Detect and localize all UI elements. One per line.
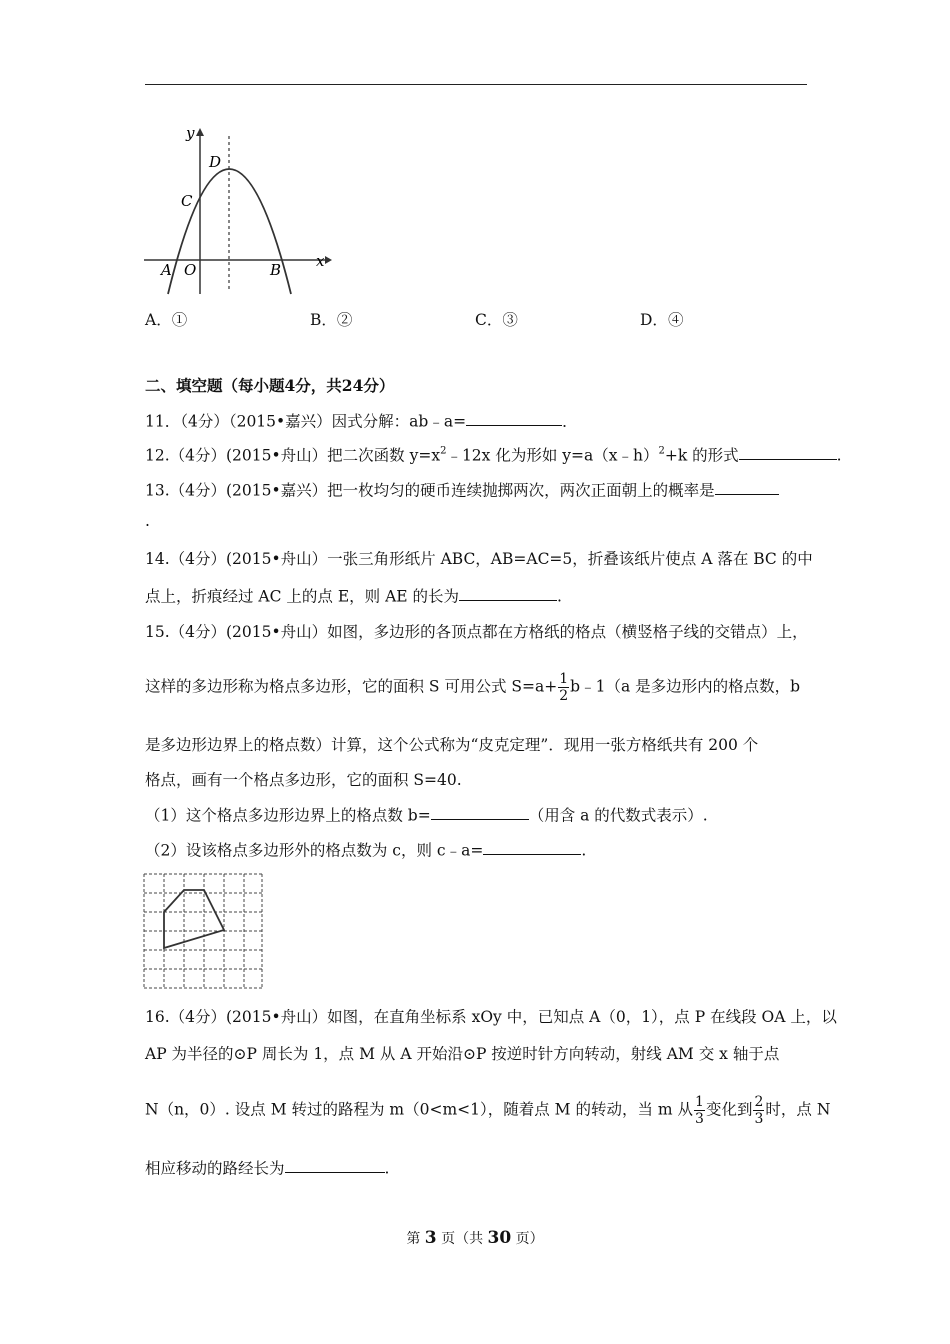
q16-end: . — [384, 1159, 390, 1178]
fraction-denominator: 3 — [695, 1111, 704, 1127]
fraction-one-third — [694, 1095, 705, 1126]
choice-value: ④ — [667, 311, 684, 329]
question-12 — [145, 443, 842, 465]
q15-sub1-text: （1）这个格点多边形边界上的格点数 b= — [145, 806, 431, 825]
choice-value: ② — [336, 311, 353, 329]
label-x: x — [316, 252, 325, 270]
choice-letter: A． — [145, 311, 172, 329]
q14-text: 点上，折痕经过 AC 上的点 E，则 AE 的长为 — [145, 587, 460, 606]
q16-text: 时，点 N — [765, 1100, 831, 1119]
choice-d — [640, 308, 683, 330]
fraction-numerator: 2 — [754, 1094, 764, 1110]
question-13 — [145, 478, 779, 500]
question-16-line-3 — [145, 1095, 830, 1126]
q12-exponent: 2 — [440, 445, 447, 457]
footer-text: 第 — [406, 1231, 425, 1247]
question-15-line-1: 15.（4分）(2015•舟山）如图，多边形的各顶点都在方格纸的格点（横竖格子线的交错点）上， — [145, 623, 808, 641]
label-o: O — [184, 261, 197, 279]
q13-text: 13.（4分）(2015•嘉兴）把一枚均匀的硬币连续抛掷两次，两次正面朝上的概率是 — [145, 481, 715, 500]
answer-blank — [285, 1156, 385, 1173]
choice-letter: B． — [310, 311, 337, 329]
question-16-line-4 — [145, 1156, 389, 1178]
label-c: C — [181, 192, 193, 210]
header-rule — [145, 84, 807, 85]
footer-text: 页（共 — [436, 1231, 488, 1247]
q12-part-a: 12.（4分）(2015•舟山）把二次函数 y=x — [145, 446, 441, 465]
q15-sub2-end: . — [581, 841, 587, 860]
choice-b — [310, 308, 352, 330]
q15-text: 这样的多边形称为格点多边形，它的面积 S 可用公式 S=a+ — [145, 677, 558, 696]
q15-text: b﹣1（a 是多边形内的格点数，b — [570, 677, 801, 696]
answer-blank — [431, 803, 529, 820]
question-15-sub-2 — [145, 838, 586, 860]
footer-text: 页） — [511, 1231, 544, 1247]
question-15-sub-1 — [145, 803, 708, 825]
x-axis-arrow — [325, 256, 332, 264]
answer-blank — [459, 584, 557, 601]
q11-end: ． — [562, 412, 578, 431]
q16-text: N（n，0）. 设点 M 转过的路程为 m（0<m<1），随着点 M 的转动，当 m 从 — [145, 1100, 694, 1119]
choice-a — [145, 308, 187, 330]
label-d: D — [209, 153, 222, 171]
label-a: A — [161, 261, 172, 279]
q12-part-c: +k 的形式 — [664, 446, 739, 465]
choice-value: ③ — [502, 311, 518, 329]
q16-text: 相应移动的路经长为 — [145, 1159, 285, 1178]
question-13-end: . — [145, 512, 150, 530]
choice-value: ① — [171, 311, 188, 329]
lattice-polygon — [164, 890, 224, 948]
question-16-line-2: AP 为半径的⊙P 周长为 1，点 M 从 A 开始沿⊙P 按逆时针方向转动，射线 AM 交 x 轴于点 — [145, 1045, 780, 1063]
total-pages: 30 — [487, 1228, 512, 1248]
choice-letter: C． — [475, 311, 503, 329]
q11-text: 11．（4分）（2015•嘉兴）因式分解：ab﹣a= — [145, 412, 467, 431]
section-title: 二、填空题（每小题4分，共24分） — [145, 376, 395, 395]
fraction-denominator: 2 — [559, 688, 569, 704]
answer-blank — [739, 443, 837, 460]
q12-end: . — [836, 446, 842, 465]
answer-blank — [466, 409, 562, 426]
choice-letter: D． — [640, 311, 668, 329]
fraction-one-half — [558, 672, 569, 703]
label-y: y — [186, 124, 195, 142]
q15-sub1-end: （用含 a 的代数式表示）. — [528, 806, 708, 825]
question-14-line-2 — [145, 584, 562, 606]
q12-exponent: 2 — [658, 445, 665, 457]
question-15-line-4: 格点，画有一个格点多边形，它的面积 S=40. — [145, 771, 462, 789]
lattice-polygon-figure — [142, 872, 266, 990]
q14-end: . — [557, 587, 562, 606]
question-16-line-1: 16.（4分）(2015•舟山）如图，在直角坐标系 xOy 中，已知点 A（0，1），点 P 在线段 OA 上，以 — [145, 1008, 837, 1026]
fraction-denominator: 3 — [754, 1111, 764, 1127]
fraction-two-thirds — [753, 1095, 764, 1126]
question-15-line-2 — [145, 672, 800, 703]
q12-part-b: ﹣12x 化为形如 y=a（x﹣h） — [446, 446, 659, 465]
page-number: 3 — [424, 1228, 437, 1248]
parabola-graph — [140, 120, 340, 300]
q15-sub2-text: （2）设该格点多边形外的格点数为 c，则 c﹣a= — [145, 841, 484, 860]
answer-blank — [483, 838, 581, 855]
question-15-line-3: 是多边形边界上的格点数）计算，这个公式称为“皮克定理”．现用一张方格纸共有 200 个 — [145, 736, 759, 754]
question-11 — [145, 409, 578, 431]
question-14-line-1: 14.（4分）(2015•舟山）一张三角形纸片 ABC，AB=AC=5，折叠该纸片使点 A 落在 BC 的中 — [145, 550, 813, 568]
q16-text: 变化到 — [705, 1100, 753, 1119]
label-b: B — [270, 261, 282, 279]
choice-c — [475, 308, 518, 330]
answer-blank — [715, 478, 779, 495]
y-axis-arrow — [196, 128, 204, 136]
page-footer — [0, 1228, 950, 1248]
fraction-numerator: 1 — [559, 671, 569, 687]
fraction-numerator: 1 — [695, 1094, 704, 1110]
